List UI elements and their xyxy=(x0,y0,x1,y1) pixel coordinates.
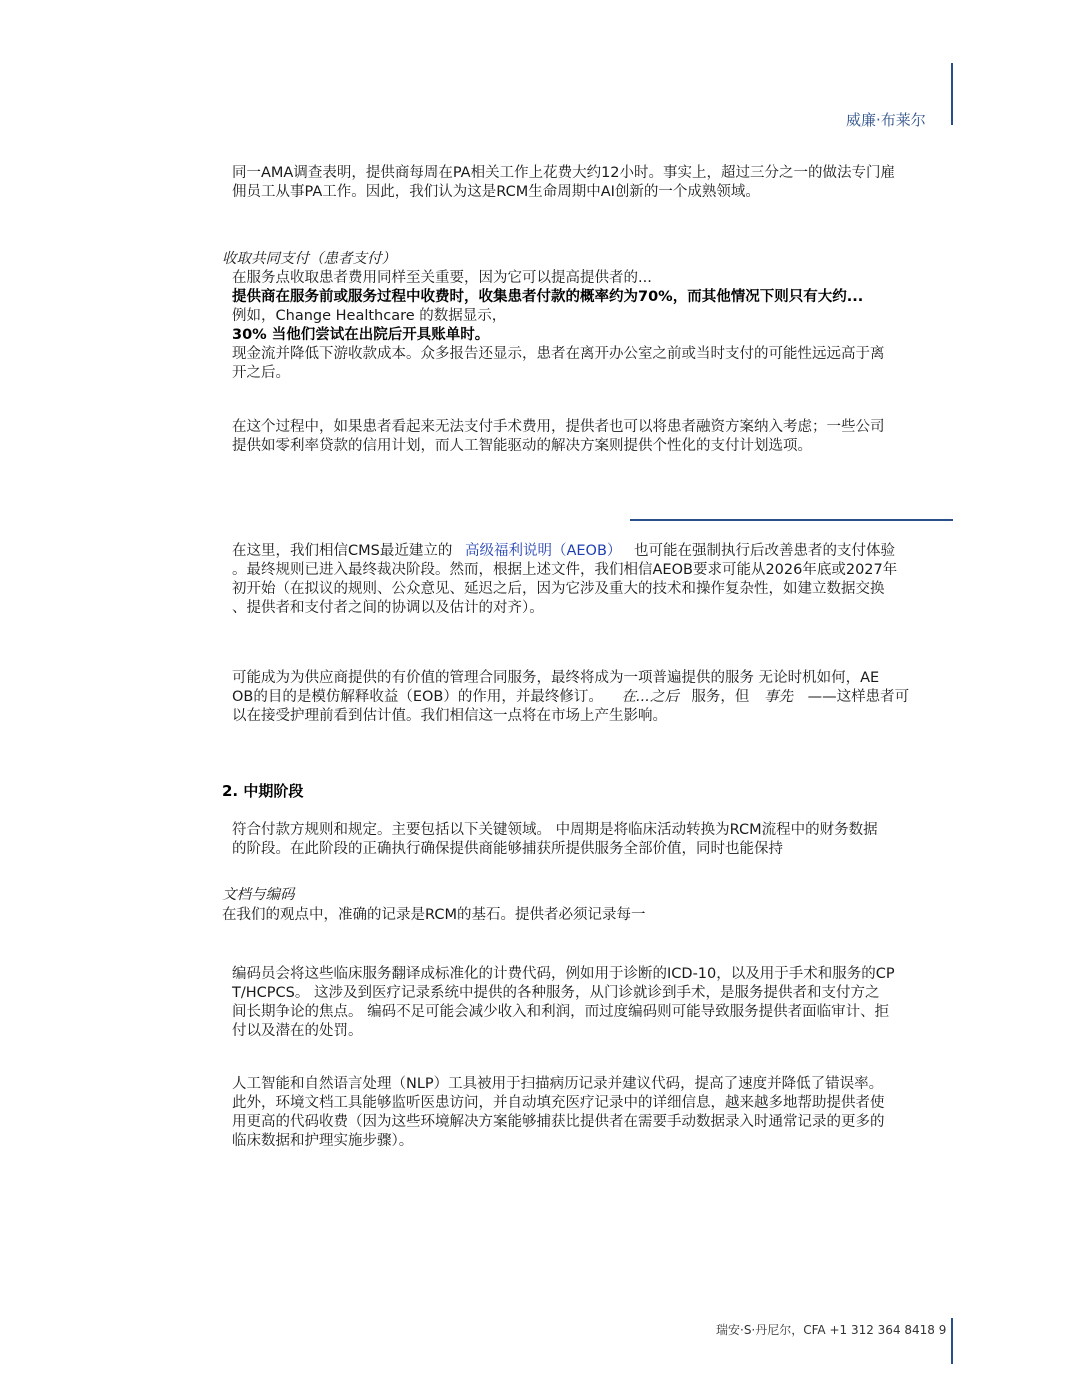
paragraph-midcycle xyxy=(232,821,962,859)
paragraph-aeob xyxy=(232,542,962,618)
text-line: 同一AMA调查表明，提供商每周在PA相关工作上花费大约12小时。事实上，超过三分之一的做法专门雇 xyxy=(232,165,896,181)
text-line-bold: 30% 当他们尝试在出院后开具账单时。 xyxy=(232,327,490,343)
text-line: 佣员工从事PA工作。因此，我们认为这是RCM生命周期中AI创新的一个成熟领域。 xyxy=(232,184,760,200)
paragraph-pa-survey xyxy=(232,164,962,202)
header-author: 威廉·布莱尔 xyxy=(846,111,926,129)
text-line: 、提供者和支付者之间的协调以及估计的对齐）。 xyxy=(232,600,544,616)
text-line xyxy=(232,688,962,707)
text-segment-italic: 事先 xyxy=(764,689,794,705)
text-line: 用更高的代码收费（因为这些环境解决方案能够捕获比提供者在需要手动数据录入时通常记录的更多的 xyxy=(232,1114,885,1130)
section-heading-copay: 收取共同支付（患者支付） xyxy=(222,251,396,267)
header-divider xyxy=(951,63,953,125)
text-segment: OB的目的是模仿解释收益（EOB）的作用，并最终修订。 xyxy=(232,689,603,705)
text-line: 临床数据和护理实施步骤）。 xyxy=(232,1133,414,1149)
text-line: T/HCPCS。 这涉及到医疗记录系统中提供的各种服务，从门诊就诊到手术，是服务提供者和支付方之 xyxy=(232,985,880,1001)
text-segment-italic: 在...之后 xyxy=(621,689,679,705)
text-line: 可能成为为供应商提供的有价值的管理合同服务，最终将成为一项普遍提供的服务 无论时机如何，AE xyxy=(232,670,880,686)
section-heading-documentation: 文档与编码 xyxy=(222,887,295,903)
text-line: 在这个过程中，如果患者看起来无法支付手术费用，提供者也可以将患者融资方案纳入考虑；一些公司 xyxy=(232,419,885,435)
text-line: 以在接受护理前看到估计值。我们相信这一点将在市场上产生影响。 xyxy=(232,708,667,724)
text-segment: ——这样患者可 xyxy=(807,689,910,705)
footer-divider xyxy=(951,1318,953,1364)
text-line: 在服务点收取患者费用同样至关重要，因为它可以提高提供者的... xyxy=(232,270,652,286)
paragraph-financing xyxy=(232,418,962,456)
text-segment: 也可能在强制执行后改善患者的支付体验 xyxy=(634,543,896,559)
aeob-link[interactable]: 高级福利说明（AEOB） xyxy=(464,543,622,559)
text-line: 人工智能和自然语言处理（NLP）工具被用于扫描病历记录并建议代码，提高了速度并降低了错误率。 xyxy=(232,1076,884,1092)
paragraph-value xyxy=(232,669,962,726)
text-segment: 服务，但 xyxy=(691,689,750,705)
paragraph-documentation: 在我们的观点中，准确的记录是RCM的基石。提供者必须记录每一 xyxy=(222,907,646,923)
text-line: 开之后。 xyxy=(232,365,290,381)
text-line: 。最终规则已进入最终裁决阶段。然而，根据上述文件，我们相信AEOB要求可能从2026年底或2027年 xyxy=(232,562,898,578)
text-line: 提供如零利率贷款的信用计划，而人工智能驱动的解决方案则提供个性化的支付计划选项。 xyxy=(232,438,812,454)
paragraph-nlp xyxy=(232,1075,962,1151)
text-line: 符合付款方规则和规定。主要包括以下关键领域。 中周期是将临床活动转换为RCM流程中的财务数据 xyxy=(232,822,878,838)
text-line: 此外，环境文档工具能够监听医患访问，并自动填充医疗记录中的详细信息，越来越多地帮助提供者使 xyxy=(232,1095,885,1111)
section-heading-midcycle: 2. 中期阶段 xyxy=(222,782,304,800)
paragraph-copay xyxy=(232,269,962,383)
section-divider xyxy=(630,519,953,521)
text-segment: 在这里，我们相信CMS最近建立的 xyxy=(232,543,453,559)
text-line xyxy=(232,542,962,561)
text-line: 间长期争论的焦点。 编码不足可能会减少收入和利润，而过度编码则可能导致服务提供者面临审计、拒 xyxy=(232,1004,890,1020)
text-line: 例如，Change Healthcare 的数据显示， xyxy=(232,308,507,324)
text-line: 现金流并降低下游收款成本。众多报告还显示，患者在离开办公室之前或当时支付的可能性远远高于离 xyxy=(232,346,885,362)
text-line: 付以及潜在的处罚。 xyxy=(232,1023,363,1039)
footer-contact: 瑞安·S·丹尼尔，CFA +1 312 364 8418 9 xyxy=(716,1323,947,1337)
text-line: 初开始（在拟议的规则、公众意见、延迟之后，因为它涉及重大的技术和操作复杂性，如建立数据交换 xyxy=(232,581,885,597)
text-line: 的阶段。在此阶段的正确执行确保提供商能够捕获所提供服务全部价值，同时也能保持 xyxy=(232,841,783,857)
text-line: 编码员会将这些临床服务翻译成标准化的计费代码，例如用于诊断的ICD-10，以及用于手术和服务的CP xyxy=(232,966,895,982)
text-line-bold: 提供商在服务前或服务过程中收费时，收集患者付款的概率约为70%，而其他情况下则只有大约... xyxy=(232,289,864,305)
paragraph-coders xyxy=(232,965,962,1041)
